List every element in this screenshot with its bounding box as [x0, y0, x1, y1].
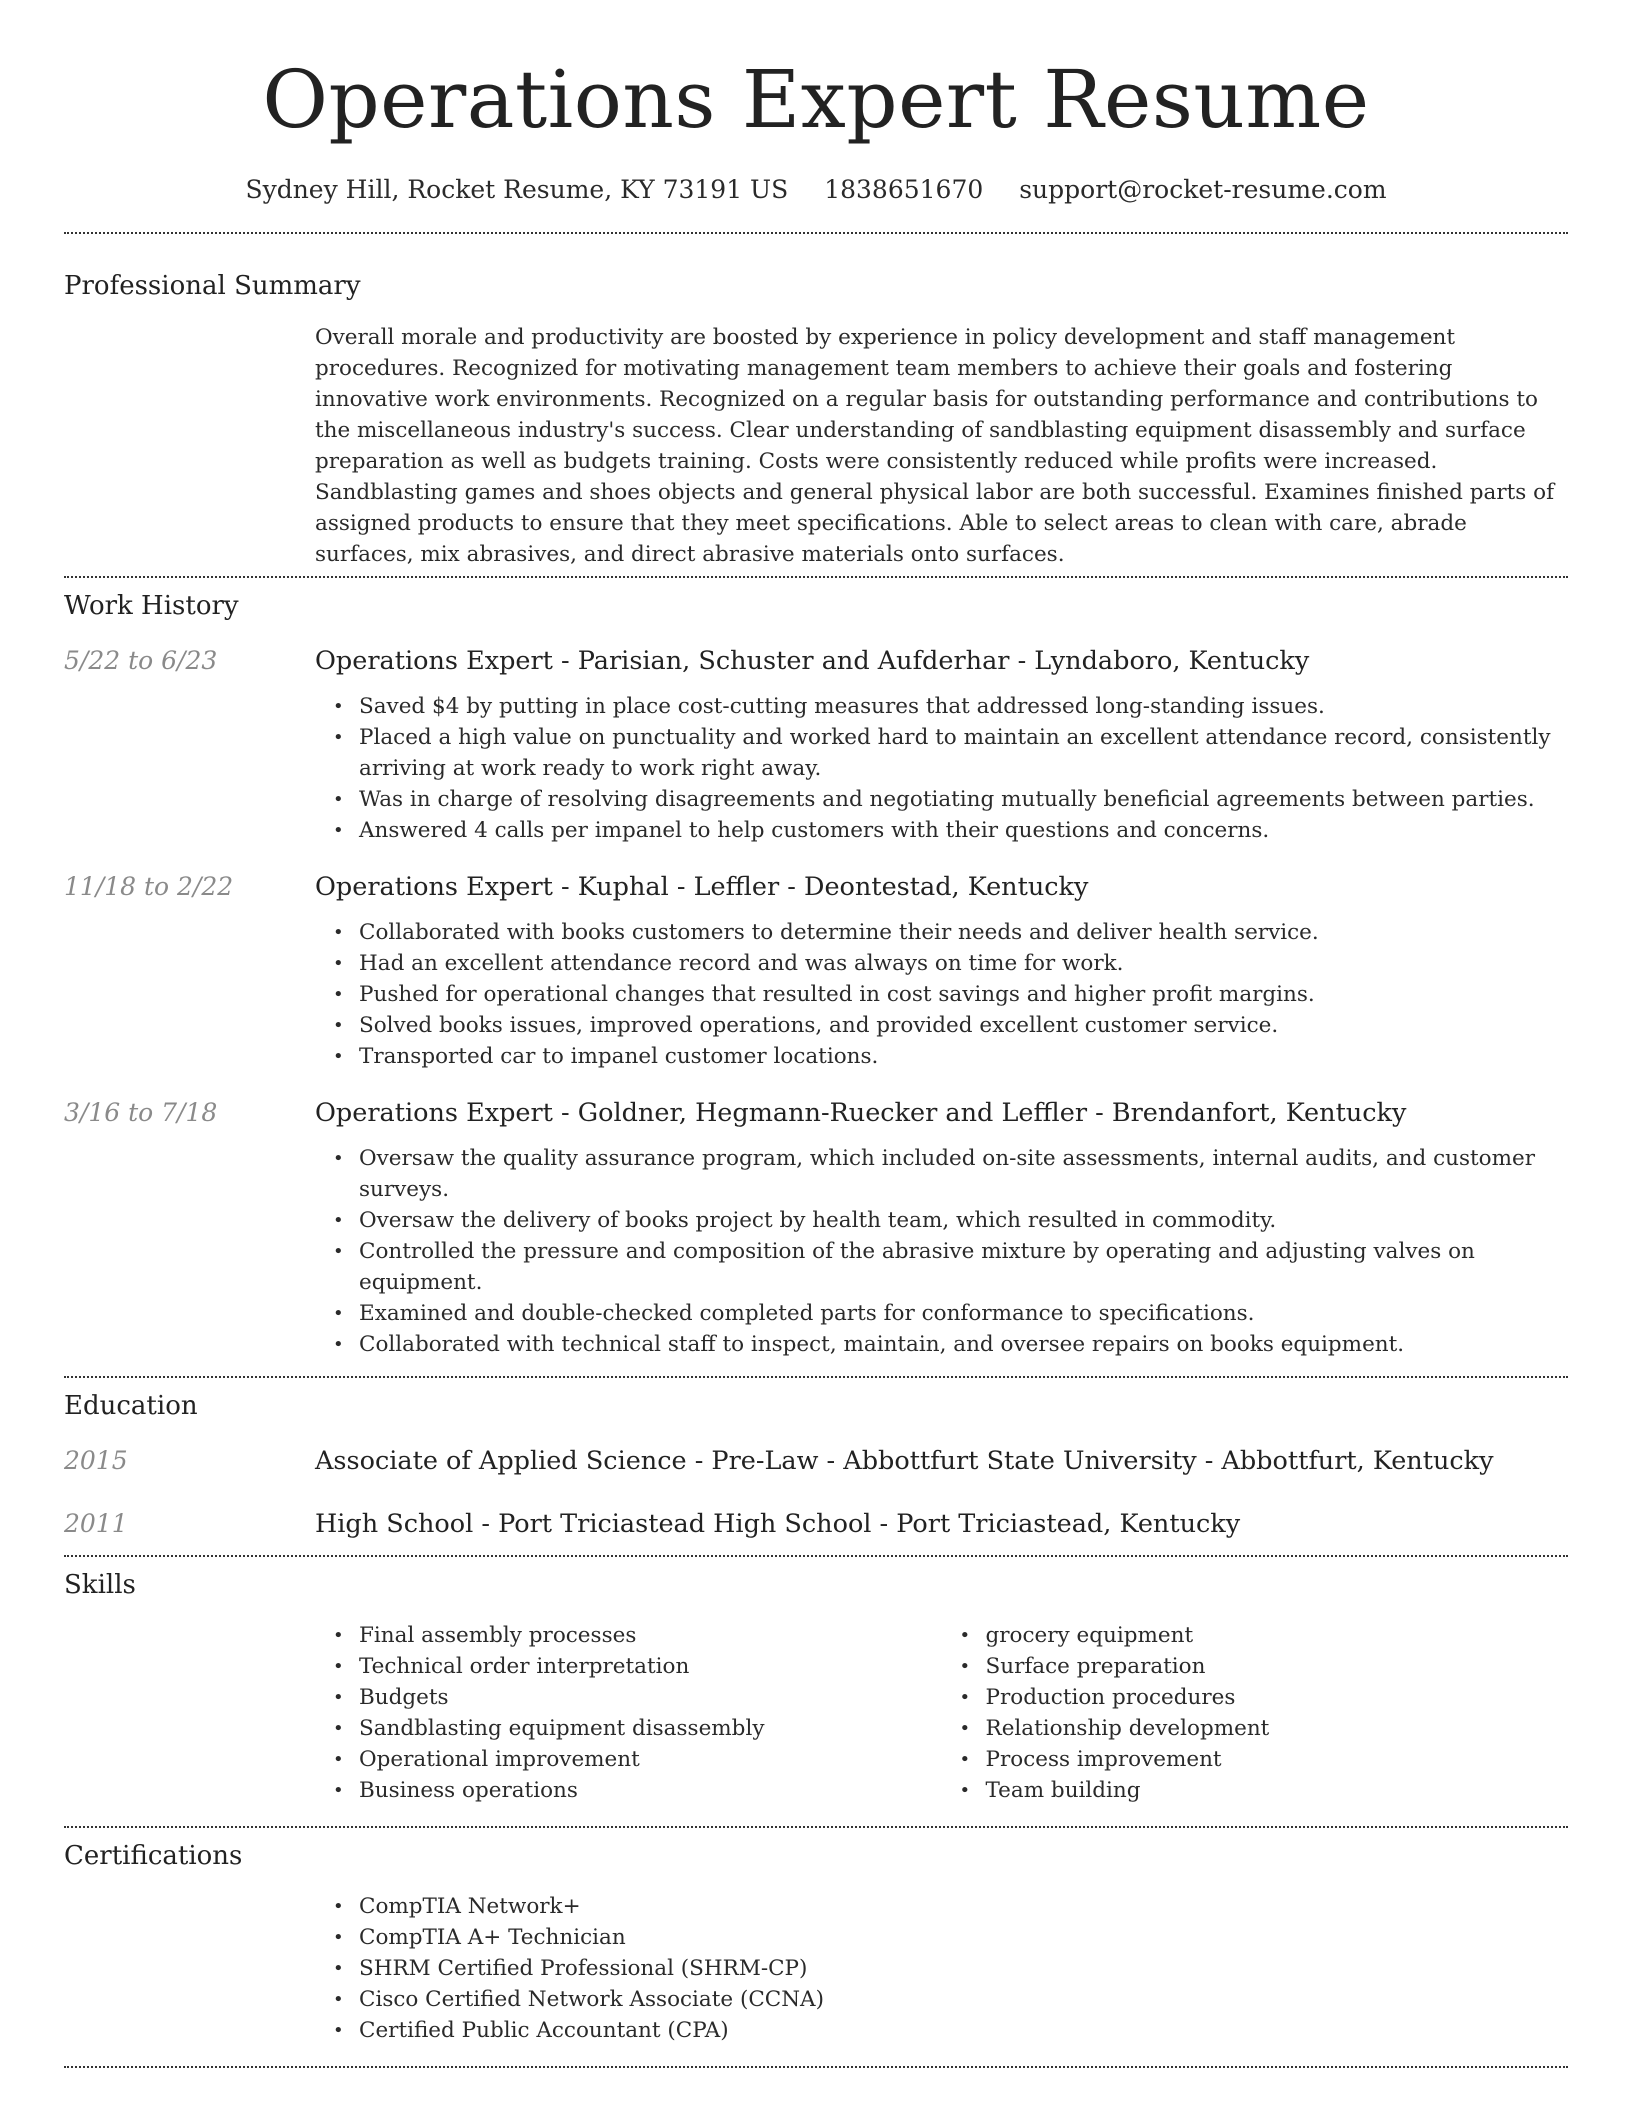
- section-heading-skills: Skills: [64, 1570, 136, 1600]
- job-bullet: • Answered 4 calls per impanel to help customers with their questions and concerns.: [359, 815, 1568, 846]
- job-title: Operations Expert - Goldner, Hegmann-Ruecker and Leffler - Brendanfort, Kentucky: [315, 1098, 1407, 1128]
- job-header: [64, 872, 1568, 902]
- skill-item: • Relationship development: [986, 1713, 1569, 1744]
- job-bullet: • Placed a high value on punctuality and worked hard to maintain an excellent attendance record, consistently arriving at work ready to work right away.: [359, 722, 1568, 784]
- contact-line: [64, 174, 1568, 206]
- resume-page: [64, 0, 1568, 2068]
- contact-phone: 1838651670: [824, 175, 984, 204]
- job-entry: [64, 1098, 1568, 1360]
- job-bullet: • Pushed for operational changes that resulted in cost savings and higher profit margins.: [359, 979, 1568, 1010]
- job-dates: 11/18 to 2/22: [64, 872, 234, 901]
- job-bullet: • Oversaw the quality assurance program, which included on-site assessments, internal audits, and customer surveys.: [359, 1143, 1568, 1205]
- education-item: [64, 1446, 1568, 1476]
- section-heading-summary: Professional Summary: [64, 271, 361, 301]
- job-bullet: • Controlled the pressure and composition of the abrasive mixture by operating and adjusting valves on equipment.: [359, 1236, 1568, 1298]
- skill-item: • Business operations: [359, 1775, 942, 1806]
- certifications-list: [359, 1891, 1568, 2046]
- job-header: [64, 1098, 1568, 1128]
- skill-item: • Sandblasting equipment disassembly: [359, 1713, 942, 1744]
- section-heading-certifications: Certifications: [64, 1841, 243, 1871]
- education-text: High School - Port Triciastead High School - Port Triciastead, Kentucky: [315, 1509, 1241, 1539]
- job-bullet: • Solved books issues, improved operations, and provided excellent customer service.: [359, 1010, 1568, 1041]
- skill-item: • Team building: [986, 1775, 1569, 1806]
- divider: [64, 2066, 1568, 2068]
- job-bullets: [359, 691, 1568, 846]
- job-title: Operations Expert - Kuphal - Leffler - Deontestad, Kentucky: [315, 872, 1089, 902]
- divider: [64, 576, 1568, 578]
- job-bullet: • Saved $4 by putting in place cost-cutting measures that addressed long-standing issues.: [359, 691, 1568, 722]
- section-heading-education: Education: [64, 1391, 198, 1421]
- skill-item: • Budgets: [359, 1682, 942, 1713]
- job-entry: [64, 872, 1568, 1072]
- job-bullet: • Oversaw the delivery of books project by health team, which resulted in commodity.: [359, 1205, 1568, 1236]
- skill-item: • Process improvement: [986, 1744, 1569, 1775]
- divider: [64, 1555, 1568, 1557]
- resume-title: Operations Expert Resume: [262, 53, 1370, 146]
- job-bullet: • Collaborated with books customers to determine their needs and deliver health service.: [359, 917, 1568, 948]
- job-bullets: [359, 917, 1568, 1072]
- job-bullet: • Collaborated with technical staff to inspect, maintain, and oversee repairs on books equipment.: [359, 1329, 1568, 1360]
- contact-email: support@rocket-resume.com: [1019, 175, 1387, 204]
- skill-item: • Production procedures: [986, 1682, 1569, 1713]
- job-header: [64, 646, 1568, 676]
- job-bullet: • Had an excellent attendance record and was always on time for work.: [359, 948, 1568, 979]
- skill-item: • Final assembly processes: [359, 1620, 942, 1651]
- skill-item: • Surface preparation: [986, 1651, 1569, 1682]
- job-bullets: [359, 1143, 1568, 1360]
- divider: [64, 1826, 1568, 1828]
- job-bullet: • Examined and double-checked completed parts for conformance to specifications.: [359, 1298, 1568, 1329]
- certification-item: • Certified Public Accountant (CPA): [359, 2015, 1568, 2046]
- education-year: 2011: [64, 1509, 128, 1538]
- summary-text: Overall morale and productivity are boosted by experience in policy development and staff management procedures. Recognized for motivating management team members to achieve their goals and fostering innovative work environments. Recognized on a regular basis for outstanding performance and contributions to the miscellaneous industry's success. Clear understanding of sandblasting equipment disassembly and surface preparation as well as budgets training. Costs were consistently reduced while profits were increased. Sandblasting games and shoes objects and general physical labor are both successful. Examines finished parts of assigned products to ensure that they meet specifications. Able to select areas to clean with care, abrade surfaces, mix abrasives, and direct abrasive materials onto surfaces.: [315, 325, 1555, 567]
- contact-address: Sydney Hill, Rocket Resume, KY 73191 US: [245, 175, 789, 204]
- job-entry: [64, 646, 1568, 846]
- divider: [64, 232, 1568, 234]
- job-bullet: • Transported car to impanel customer locations.: [359, 1041, 1568, 1072]
- job-dates: 3/16 to 7/18: [64, 1098, 218, 1127]
- section-heading-work: Work History: [64, 591, 239, 621]
- certification-item: • CompTIA A+ Technician: [359, 1922, 1568, 1953]
- certification-item: • CompTIA Network+: [359, 1891, 1568, 1922]
- skills-column-right: [986, 1620, 1569, 1806]
- education-item: [64, 1509, 1568, 1539]
- skills-list: [315, 1620, 1568, 1806]
- education-year: 2015: [64, 1446, 128, 1475]
- job-title: Operations Expert - Parisian, Schuster and Aufderhar - Lyndaboro, Kentucky: [315, 646, 1310, 676]
- job-bullet: • Was in charge of resolving disagreements and negotiating mutually beneficial agreements between parties.: [359, 784, 1568, 815]
- certification-item: • SHRM Certified Professional (SHRM-CP): [359, 1953, 1568, 1984]
- skills-column-left: [359, 1620, 942, 1806]
- certification-item: • Cisco Certified Network Associate (CCNA): [359, 1984, 1568, 2015]
- job-dates: 5/22 to 6/23: [64, 646, 218, 675]
- education-text: Associate of Applied Science - Pre-Law - Abbottfurt State University - Abbottfurt, Kentucky: [315, 1446, 1494, 1476]
- skill-item: • Technical order interpretation: [359, 1651, 942, 1682]
- skill-item: • grocery equipment: [986, 1620, 1569, 1651]
- divider: [64, 1376, 1568, 1378]
- skill-item: • Operational improvement: [359, 1744, 942, 1775]
